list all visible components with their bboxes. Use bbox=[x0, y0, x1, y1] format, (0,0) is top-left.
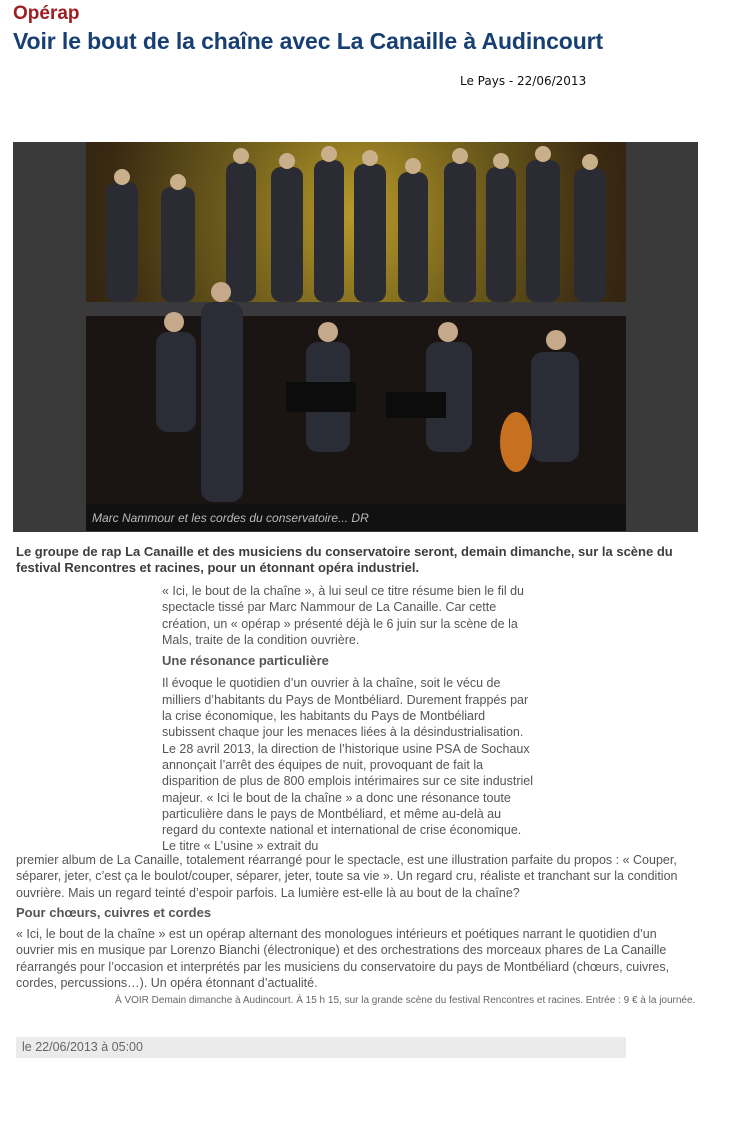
paragraph-3 bbox=[16, 926, 696, 991]
concert-photo[interactable] bbox=[86, 142, 626, 504]
photo-caption: Marc Nammour et les cordes du conservatoire... DR bbox=[92, 511, 369, 525]
event-info: À VOIR Demain dimanche à Audincourt. À 15 h 15, sur la grande scène du festival Rencontres et racines. Entrée : 9 € à la journée. bbox=[115, 995, 696, 1006]
publish-date: le 22/06/2013 à 05:00 bbox=[22, 1040, 143, 1054]
paragraph-2-cont-text: premier album de La Canaille, totalement réarrangé pour le spectacle, est une illustration parfaite du propos : « Couper, séparer, jeter, c’est ça le boulot/couper, séparer, jeter, toute sa vie ». Un regard cru, réaliste et tranchant sur la condition ouvrière. Mais un regard teinté d’espoir parfois. La lumière est-elle là au bout de la chaîne? bbox=[16, 853, 678, 900]
article-column bbox=[162, 583, 537, 855]
article-lead: Le groupe de rap La Canaille et des musiciens du conservatoire seront, demain dimanche, sur la scène du festival Rencontres et racines, pour un étonnant opéra industriel. bbox=[16, 544, 673, 575]
paragraph-2: Il évoque le quotidien d’un ouvrier à la chaîne, soit le vécu de milliers d’habitants du Pays de Montbéliard. Durement frappés par la crise économique, les habitants du Pays de Montbéliard subissent chaque jour les menaces liées à la désindustrialisation. Le 28 avril 2013, la direction de l’historique usine PSA de Sochaux annonçait l’arrêt des équipes de nuit, provoquant de fait la disparition de plus de 800 emplois intérimaires sur ce site industriel majeur. « Ici le bout de la chaîne » a donc une résonance toute particulière dans le pays de Montbéliard, et même au-delà au regard du contexte national et international de crise économique. Le titre « L’usine » extrait du bbox=[162, 676, 534, 854]
subheading-2: Pour chœurs, cuivres et cordes bbox=[16, 905, 212, 920]
article-title: Voir le bout de la chaîne avec La Canaille à Audincourt bbox=[13, 28, 604, 54]
date-bar bbox=[16, 1037, 626, 1058]
article-kicker: Opérap bbox=[13, 3, 80, 24]
paragraph-2-continued bbox=[16, 852, 696, 901]
subheading-1: Une résonance particulière bbox=[162, 653, 329, 669]
paragraph-1: « Ici, le bout de la chaîne », à lui seul ce titre résume bien le fil du spectacle tissé par Marc Nammour de La Canaille. Car cette création, un « opérap » présenté déjà le 6 juin sur la scène de la Mals, traite de la condition ouvrière. bbox=[162, 584, 525, 647]
article-source: Le Pays - 22/06/2013 bbox=[460, 74, 587, 88]
concert-photo-illustration bbox=[86, 142, 626, 504]
photo-caption-bar bbox=[86, 504, 626, 531]
photo-frame bbox=[13, 142, 698, 532]
paragraph-3-text: « Ici, le bout de la chaîne » est un opérap alternant des monologues intérieurs et poétiques narrant le quotidien d’un ouvrier mis en musique par Lorenzo Bianchi (électronique) et des orchestrations des morceaux phares de La Canaille réarrangés pour l’occasion et interprétés par les musiciens du conservatoire du pays de Montbéliard (chœurs, cuivres, cordes, percussions…). Un opéra étonnant d’actualité. bbox=[16, 927, 670, 990]
